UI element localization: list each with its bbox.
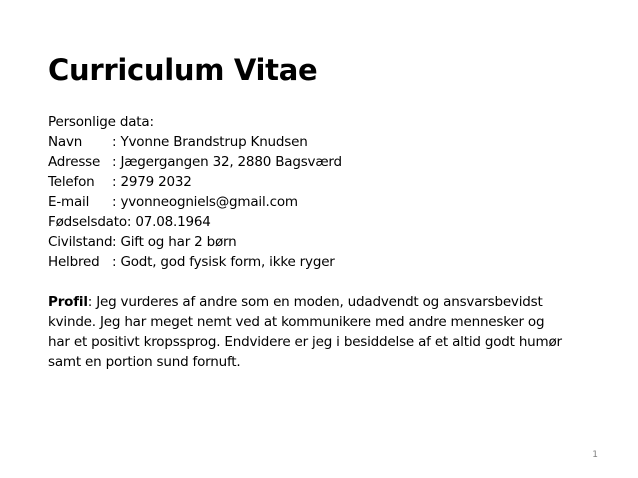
field-label: Helbred: [48, 254, 100, 270]
field-value: : Godt, god fysisk form, ikke ryger: [112, 254, 335, 270]
profile-line: kvinde. Jeg har meget nemt ved at kommunikere med andre mennesker og: [48, 314, 545, 330]
cv-body: [48, 112, 608, 372]
field-birthdate: [48, 212, 608, 232]
field-value: : yvonneogniels@gmail.com: [112, 194, 298, 210]
field-phone: [48, 172, 608, 192]
field-label: Civilstand: [48, 234, 113, 250]
field-value: : 07.08.1964: [126, 214, 211, 230]
field-marital-status: [48, 232, 608, 252]
field-value: : Yvonne Brandstrup Knudsen: [112, 134, 308, 150]
field-label: Telefon: [48, 174, 95, 190]
field-label: Navn: [48, 134, 83, 150]
field-address: [48, 152, 608, 172]
profile-paragraph: [48, 292, 608, 372]
spacer: [48, 272, 608, 292]
profile-line: : Jeg vurderes af andre som en moden, udadvendt og ansvarsbevidst: [87, 294, 543, 310]
page-number: 1: [592, 450, 598, 460]
section-heading: Personlige data:: [48, 114, 154, 130]
profile-line: har et positivt kropssprog. Endvidere er jeg i besiddelse af et altid godt humør: [48, 334, 562, 350]
field-label: E-mail: [48, 194, 90, 210]
profile-line: samt en portion sund fornuft.: [48, 354, 241, 370]
field-name: [48, 132, 608, 152]
field-value: : 2979 2032: [112, 174, 192, 190]
field-value: : Gift og har 2 børn: [112, 234, 237, 250]
field-label: Adresse: [48, 154, 101, 170]
field-health: [48, 252, 608, 272]
profile-label: Profil: [48, 294, 88, 310]
page-title: Curriculum Vitae: [48, 53, 318, 87]
field-value: : Jægergangen 32, 2880 Bagsværd: [112, 154, 342, 170]
field-label: Fødselsdato: [48, 214, 127, 230]
field-email: [48, 192, 608, 212]
